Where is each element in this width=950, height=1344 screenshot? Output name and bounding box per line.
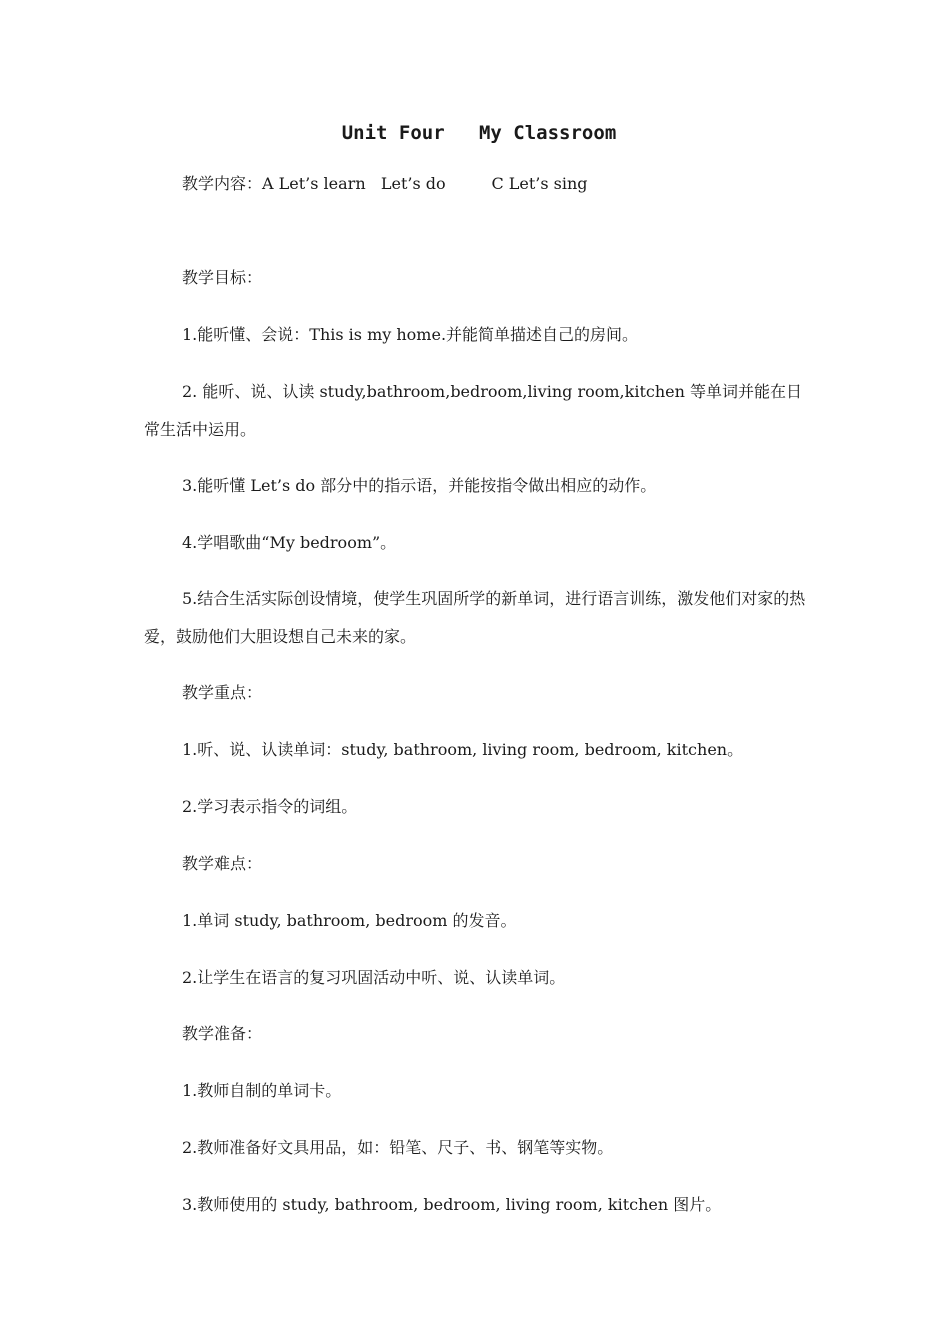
key-point-1: 1.听、说、认读单词：study, bathroom, living room, bedroom, kitchen。 xyxy=(182,740,744,759)
goal-item-4: 4.学唱歌曲“My bedroom”。 xyxy=(182,533,397,552)
goal-item-5: 5.结合生活实际创设情境，使学生巩固所学的新单词，进行语言训练，激发他们对家的热爱，鼓励他们大胆设想自己未来的家。 xyxy=(144,589,806,646)
difficulty-1: 1.单词 study, bathroom, bedroom 的发音。 xyxy=(182,911,517,930)
goal-item-2: 2. 能听、说、认读 study,bathroom,bedroom,living room,kitchen 等单词并能在日常生活中运用。 xyxy=(144,382,803,439)
goal-item-3: 3.能听懂 Let’s do 部分中的指示语，并能按指令做出相应的动作。 xyxy=(182,476,657,495)
difficulties-heading: 教学难点： xyxy=(182,854,263,873)
key-points-heading: 教学重点： xyxy=(182,683,263,702)
preparation-item-2: 2.教师准备好文具用品，如：铅笔、尺子、书、钢笔等实物。 xyxy=(182,1138,614,1157)
key-point-2: 2.学习表示指令的词组。 xyxy=(182,797,358,816)
document-title: Unit Four My Classroom xyxy=(341,122,617,144)
teaching-goals-heading: 教学目标： xyxy=(182,268,263,287)
preparation-item-3: 3.教师使用的 study, bathroom, bedroom, living room, kitchen 图片。 xyxy=(182,1195,722,1214)
preparation-heading: 教学准备： xyxy=(182,1024,263,1043)
goal-item-1: 1.能听懂、会说：This is my home.并能简单描述自己的房间。 xyxy=(182,325,639,344)
difficulty-2: 2.让学生在语言的复习巩固活动中听、说、认读单词。 xyxy=(182,968,566,987)
teaching-content: 教学内容：A Let’s learn Let’s do C Let’s sing xyxy=(182,174,588,193)
preparation-item-1: 1.教师自制的单词卡。 xyxy=(182,1081,342,1100)
